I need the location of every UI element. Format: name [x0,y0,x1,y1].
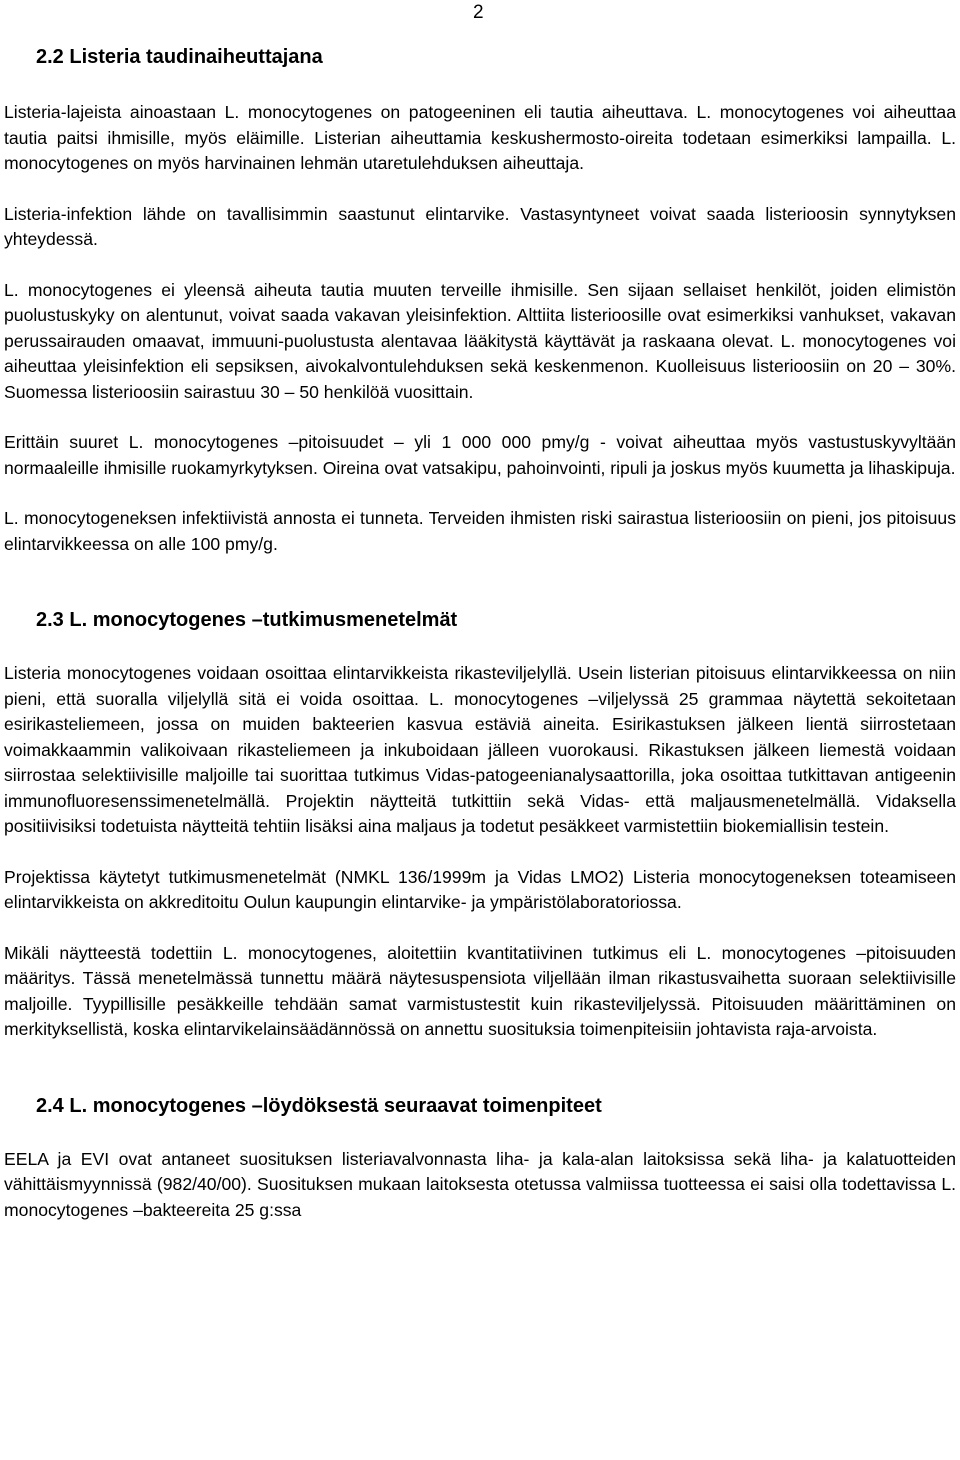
paragraph: Listeria monocytogenes voidaan osoittaa elintarvikkeista rikasteviljelyllä. Usein listerian pitoisuus elintarvikkeessa on niin pieni, että suoralla viljelyllä sitä ei voida osoittaa. L. monocytogenes –viljelyssä 25 grammaa näytettä sekoitetaan esirikasteliemeen, jossa on muiden bakteerien kasvua estäviä aineita. Esirikastuksen jälkeen lientä siirrostetaan voimakkaammin valikoivaan rikasteliemeen ja inkuboidaan jälleen vuorokausi. Rikastuksen jälkeen liemestä voidaan siirrostaa selektiivisille maljoille tai suorittaa tutkimus Vidas-patogeenianalysaattorilla, joka osoittaa tutkittavan antigeenin immunofluoresenssimenetelmällä. Projektin näytteitä tutkittiin sekä Vidas- että maljausmenetelmällä. Vidaksella positiivisiksi todetuista näytteitä tehtiin lisäksi aina maljaus ja todetut pesäkkeet varmistettiin biokemiallisin testein. [4,663,956,836]
paragraph: EELA ja EVI ovat antaneet suosituksen listeriavalvonnasta liha- ja kala-alan laitoksissa sekä liha- ja kalatuotteiden vähittäismyynnissä (982/40/00). Suosituksen mukaan laitoksesta otetussa valmiissa tuotteessa ei saisi olla todettavissa L. monocytogenes –bakteereita 25 g:ssa [4,1148,956,1220]
section-heading-2-3: 2.3 L. monocytogenes –tutkimusmenetelmät [36,609,458,631]
paragraph: Listeria-lajeista ainoastaan L. monocytogenes on patogeeninen eli tautia aiheuttava. L. monocytogenes voi aiheuttaa tautia paitsi ihmisille, myös eläimille. Listerian aiheuttamia keskushermosto-oireita todetaan esimerkiksi lampailla. L. monocytogenes on myös harvinainen lehmän utaretulehduksen aiheuttaja. [4,102,956,173]
paragraph: L. monocytogenes ei yleensä aiheuta tautia muuten terveille ihmisille. Sen sijaan sellaiset henkilöt, joiden elimistön puolustuskyky on alentunut, voivat saada vakavan yleisinfektion. Alttiita listerioosille ovat esimerkiksi vanhukset, vakavan perussairauden omaavat, immuuni-puolustusta alentavaa lääkitystä käyttävät ja raskaana olevat. L. monocytogenes voi aiheuttaa yleisinfektion eli sepsiksen, aivokalvontulehduksen sekä keskenmenon. Kuolleisuus listerioosiin on 20 – 30%. Suomessa listerioosiin sairastuu 30 – 50 henkilöä vuosittain. [4,279,956,402]
paragraph: L. monocytogeneksen infektiivistä annosta ei tunneta. Terveiden ihmisten riski sairastua listerioosiin on pieni, jos pitoisuus elintarvikkeessa on alle 100 pmy/g. [4,508,956,554]
paragraph: Listeria-infektion lähde on tavallisimmin saastunut elintarvike. Vastasyntyneet voivat saada listerioosin synnytyksen yhteydessä. [4,203,956,249]
document-body [4,44,956,1223]
page-number: 2 [473,2,484,23]
paragraph: Erittäin suuret L. monocytogenes –pitoisuudet – yli 1 000 000 pmy/g - voivat aiheuttaa myös vastustuskyvyltään normaaleille ihmisille ruokamyrkytyksen. Oireina ovat vatsakipu, pahoinvointi, ripuli ja joskus myös kuumetta ja lihaskipuja. [4,432,956,478]
paragraph: Mikäli näytteestä todettiin L. monocytogenes, aloitettiin kvantitatiivinen tutkimus eli L. monocytogenes –pitoisuuden määritys. Tässä menetelmässä tunnettu määrä näytesuspensiota viljellään ilman rikastusvaihetta suoraan selektiivisille maljoille. Tyypillisille pesäkkeille tehdään samat varmistustestit kuin rikasteviljelyssä. Pitoisuuden määrittäminen on merkityksellistä, koska elintarvikelainsäädännössä on annettu suosituksia toimenpiteisiin johtavista raja-arvoista. [4,942,956,1039]
section-heading-2-2: 2.2 Listeria taudinaiheuttajana [36,46,323,68]
section-heading-2-4: 2.4 L. monocytogenes –löydöksestä seuraavat toimenpiteet [36,1094,602,1117]
paragraph: Projektissa käytetyt tutkimusmenetelmät (NMKL 136/1999m ja Vidas LMO2) Listeria monocytogeneksen toteamiseen elintarvikkeista on akkreditoitu Oulun kaupungin elintarvike- ja ympäristölaboratoriossa. [4,866,956,912]
